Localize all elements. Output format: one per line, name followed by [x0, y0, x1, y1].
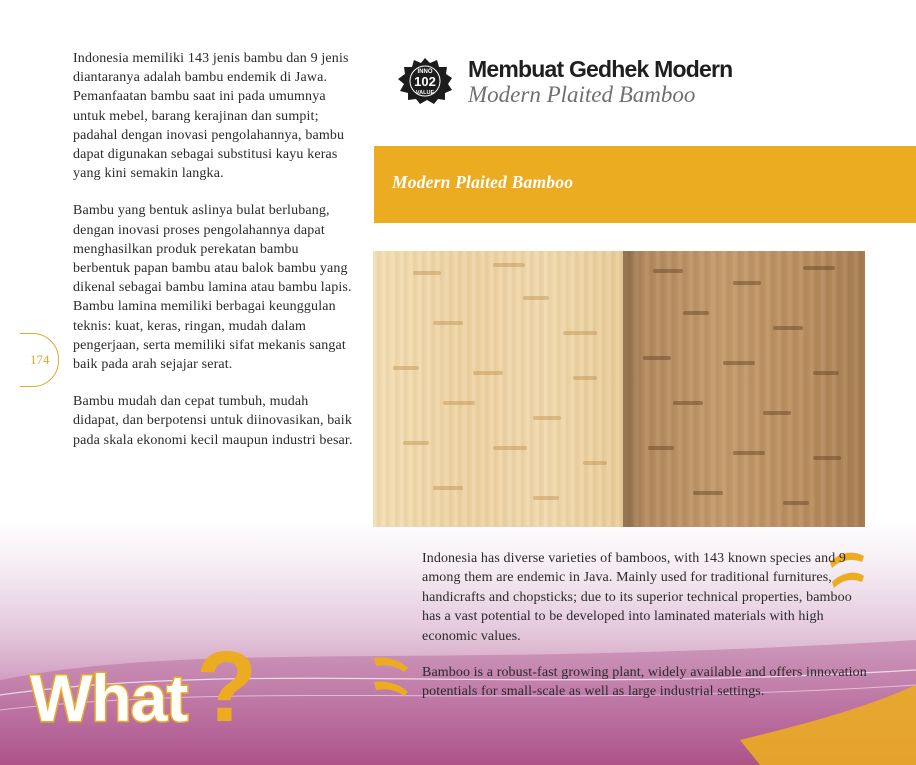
english-paragraph-2: Bamboo is a robust-fast growing plant, widely available and offers innovation potentials for small-scale as well as large industrial settings. — [422, 665, 867, 700]
bamboo-panel-photo — [373, 251, 865, 527]
page-title: Membuat Gedhek Modern — [468, 56, 733, 82]
quote-accent-icon-left — [372, 652, 412, 704]
bamboo-panel-light — [373, 251, 623, 527]
logo-text-bottom: VALUE — [415, 90, 435, 96]
id-paragraph-2: Bambu yang bentuk aslinya bulat berlubang, dengan inovasi proses pengolahannya dapat menghasilkan produk perekatan bambu berbentuk papan bambu atau balok bambu yang dikenal sebagai bambu lamina atau bambu lapis. Bambu lamina memiliki berbagai keunggulan teknis: kuat, keras, ringan, mudah dalam pengerjaan, serta memiliki sifat mekanis sangat baik pada arah sejajar serat. — [73, 203, 352, 373]
bamboo-panel-dark — [623, 251, 865, 527]
page-subtitle: Modern Plaited Bamboo — [468, 82, 696, 107]
logo-text-top: INNO — [417, 69, 433, 75]
logo-text-number: 102 — [414, 74, 436, 89]
page-number: 174 — [30, 352, 50, 367]
question-mark: ? — [196, 631, 258, 743]
section-banner — [374, 146, 916, 223]
what-heading: What — [30, 661, 188, 735]
banner-label: Modern Plaited Bamboo — [392, 172, 574, 192]
indonesian-body-text — [73, 49, 355, 468]
id-paragraph-3: Bambu mudah dan cepat tumbuh, mudah didapat, dan berpotensi untuk diinovasikan, baik pada skala ekonomi kecil maupun industri besar. — [73, 394, 353, 448]
inno-value-logo-icon — [396, 56, 454, 104]
id-paragraph-1: Indonesia memiliki 143 jenis bambu dan 9 jenis diantaranya adalah bambu endemik di Jawa. Pemanfaatan bambu saat ini pada umumnya untuk mebel, barang kerajinan dan sumpit; padahal dengan inovasi pengolahannya, bambu dapat digunakan sebagai substitusi kayu keras yang kini semakin langka. — [73, 51, 349, 182]
english-paragraph-1: Indonesia has diverse varieties of bamboos, with 143 known species and 9 among them are endemic in Java. Mainly used for traditional furnitures, handicrafts and chopsticks; due to its superior technical properties, bamboo has a vast potential to be developed into laminated materials with high economic values. — [422, 551, 852, 644]
